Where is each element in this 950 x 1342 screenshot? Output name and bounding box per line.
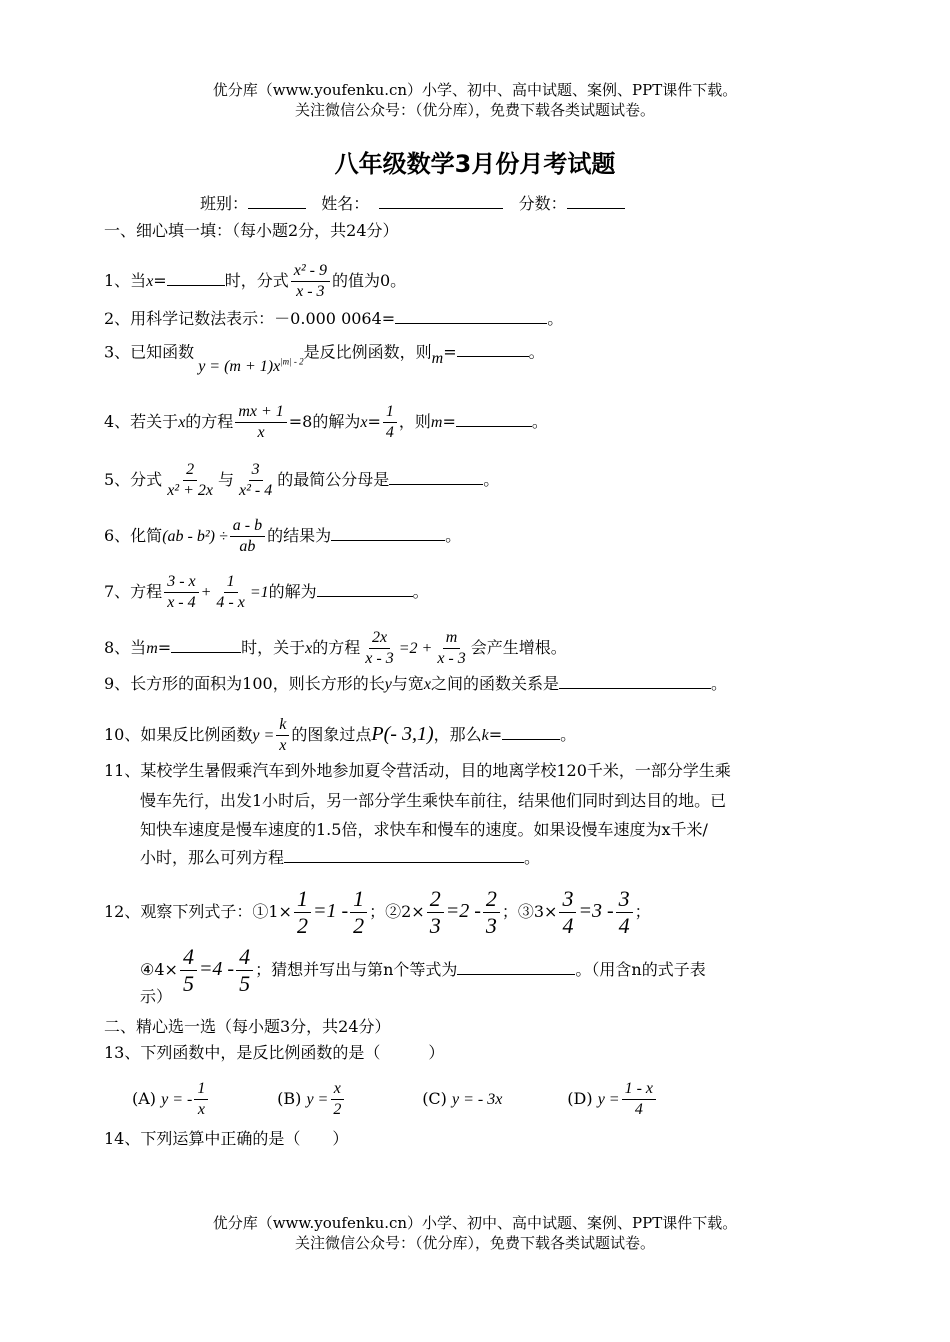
class-label: 班别： (200, 194, 249, 213)
question-12-line-2: ④4× $\frac{4}{5}$ =4 - $\frac{4}{5}$ ；猜想并写出与第n个等式为 。（用含n的式子表 (140, 944, 706, 996)
option-c[interactable]: (C) y = - 3x (422, 1089, 503, 1108)
answer-blank-5[interactable] (389, 469, 483, 485)
question-11-line-4: 小时，那么可列方程 。 (140, 848, 541, 867)
header-line-1: 优分库（www.youfenku.cn）小学、初中、高中试题、案例、PPT课件下载。 (212, 81, 738, 99)
answer-blank-2[interactable] (395, 308, 547, 324)
question-13-options (132, 1080, 707, 1119)
page-title: 八年级数学3月份月考试题 (334, 150, 616, 178)
fraction: $\frac{1}{4}$ (383, 403, 397, 442)
answer-blank-11[interactable] (284, 847, 524, 863)
footer-line-1: 优分库（www.youfenku.cn）小学、初中、高中试题、案例、PPT课件下载。 (212, 1214, 738, 1232)
question-14: 14、下列运算中正确的是（ ） (104, 1129, 349, 1148)
answer-blank-1[interactable] (167, 270, 225, 286)
answer-blank-4[interactable] (456, 411, 532, 427)
question-5: 5、分式 $\frac{2}{\text{x² + 2x}}$ 与 $\frac{3}{\text{x² - 4}}$ 的最简公分母是 。 (104, 461, 500, 499)
name-blank[interactable] (379, 193, 503, 209)
fraction: $\frac{m}{x - 3}$ (437, 629, 466, 667)
fraction: $\frac{2x}{x - 3}$ (365, 629, 394, 667)
fraction: $\frac{\text{x² - 9}}{x - 3}$ (291, 262, 330, 301)
option-b[interactable]: (B) y = $\frac{x}{2}$ (277, 1080, 417, 1119)
question-1: 1、当x= 时，分式 $\frac{\text{x² - 9}}{x - 3}$ 的值为0。 (104, 262, 407, 300)
fraction: $\frac{k}{x}$ (276, 716, 289, 755)
question-2: 2、用科学记数法表示：－0.000 0064= 。 (104, 309, 564, 328)
answer-blank-7[interactable] (317, 581, 413, 597)
option-d[interactable]: (D) y = $\frac{1 - x}{4}$ (567, 1080, 707, 1119)
answer-blank-12[interactable] (457, 959, 575, 975)
answer-blank-3[interactable] (457, 341, 529, 357)
question-3: 3、已知函数$y = (m + 1)x^{|m| - 2}$是反比例函数，则m= 。 (104, 342, 545, 376)
question-10: 10、如果反比例函数y = $\frac{k}{x}$ 的图象过点P(- 3,1)，那么k= 。 (104, 716, 577, 754)
class-blank[interactable] (248, 193, 306, 209)
question-11-line-2: 慢车先行，出发1小时后，另一部分学生乘快车前往，结果他们同时到达目的地。已 (140, 791, 727, 810)
score-label: 分数： (518, 194, 567, 213)
question-11-line-3: 知快车速度是慢车速度的1.5倍，求快车和慢车的速度。如果设慢车速度为x千米/ (140, 820, 708, 839)
name-label: 姓名： (321, 194, 370, 213)
fraction: $\frac{3}{\text{x² - 4}}$ (239, 461, 273, 499)
score-blank[interactable] (567, 193, 625, 209)
student-info-line (200, 193, 625, 215)
answer-blank-8[interactable] (171, 637, 241, 653)
fraction: $\frac{mx + 1}{x}$ (235, 403, 286, 442)
question-12-line-1: 12、观察下列式子：①1× $\frac{1}{2}$ =1 - $\frac{1}{2}$ ；②2× $\frac{2}{3}$ =2 - $\frac{2}{3}$ ；③3× $\frac{3}{4}$ =3 - $\frac{3}{4}$ ； (104, 886, 651, 938)
question-11-line-1: 11、某校学生暑假乘汽车到外地参加夏令营活动，目的地离学校120千米，一部分学生乘 (104, 761, 731, 780)
question-4: 4、若关于x的方程 $\frac{mx + 1}{x}$ =8的解为x= $\frac{1}{4}$ ，则m= 。 (104, 403, 548, 441)
header-line-2: 关注微信公众号：（优分库），免费下载各类试题试卷。 (294, 101, 655, 119)
fraction: $\frac{3 - x}{x - 4}$ (164, 573, 198, 612)
question-8: 8、当m= 时，关于x的方程 $\frac{2x}{x - 3}$ =2 + $\frac{m}{x - 3}$ 会产生增根。 (104, 629, 567, 667)
answer-blank-10[interactable] (502, 724, 560, 740)
question-12-line-3: 示） (140, 987, 173, 1006)
question-13: 13、下列函数中，是反比例函数的是（ ） (104, 1043, 445, 1062)
fraction: $\frac{a - b}{ab}$ (230, 517, 265, 556)
question-7: 7、方程 $\frac{3 - x}{x - 4}$ + $\frac{1}{4 - x}$ =1的解为 。 (104, 573, 429, 611)
section-1-heading: 一、细心填一填：（每小题2分，共24分） (104, 221, 399, 240)
question-9: 9、长方形的面积为100，则长方形的长y与宽x之间的函数关系是 。 (104, 674, 727, 693)
fraction: $\frac{2}{\text{x² + 2x}}$ (167, 461, 213, 499)
section-2-heading: 二、精心选一选（每小题3分，共24分） (104, 1017, 391, 1036)
answer-blank-6[interactable] (331, 525, 445, 541)
footer-line-2: 关注微信公众号：（优分库），免费下载各类试题试卷。 (294, 1234, 655, 1252)
answer-blank-9[interactable] (559, 673, 711, 689)
question-6: 6、化简(ab - b²) ÷ $\frac{a - b}{ab}$ 的结果为 。 (104, 517, 462, 555)
option-a[interactable]: (A) y = - $\frac{1}{x}$ (132, 1080, 272, 1119)
fraction: $\frac{1}{4 - x}$ (216, 573, 245, 611)
